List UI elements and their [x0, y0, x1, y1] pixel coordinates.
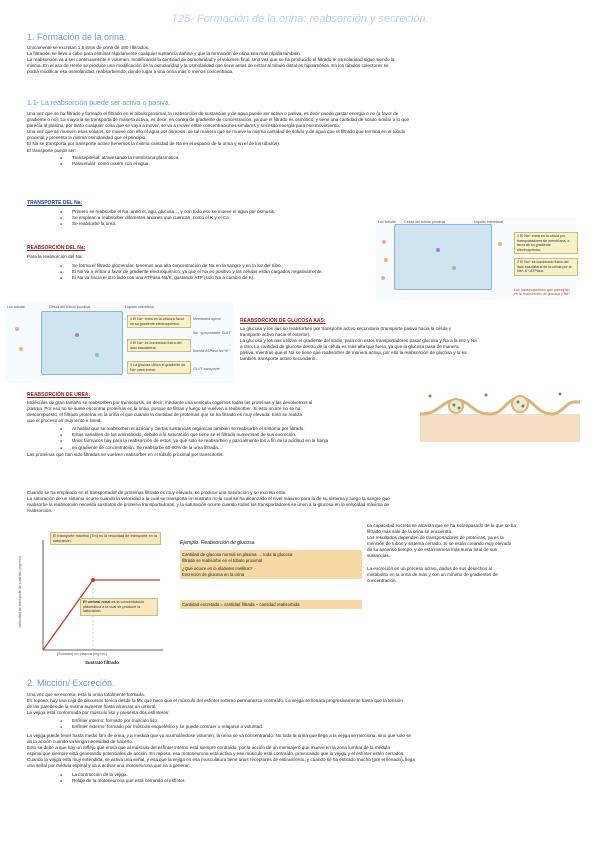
- text-line: plasma. Por eso no se suele encontrar proteínas en la orina, porque se filtran y luego se vuelven a reabsorber. Si esto ocurre no se ha: [27, 406, 301, 412]
- figure-glucose-transport-2: [5, 303, 233, 383]
- note-rest: es la concentración plasmática a la cual se produce la saturación.: [83, 600, 145, 614]
- x-axis-label: [Sustrato] en plasma (mg/mL): [57, 652, 108, 656]
- protein-icon: [522, 405, 525, 408]
- list-item: ● Se reabsorbe la urea.: [72, 221, 372, 227]
- figure-note: 1 El Na⁺ entra en la célula por transportadores de membrana, a favor de su gradiente electroquímico.: [514, 232, 578, 254]
- cell-cytoplasm: [420, 414, 580, 442]
- section-2-text-2: [27, 733, 575, 770]
- figure-side-label: Bomba ATPasa Na⁺/K⁺: [193, 349, 231, 353]
- figure-label: Luz tubular: [378, 220, 396, 224]
- text-line: La vejiga está conformada por músculo liso y presenta dos esfínteres:: [27, 710, 170, 716]
- figure-side-label: Membrana apical: [193, 317, 221, 321]
- note-title: El umbral renal: [83, 600, 111, 604]
- vesicle: [512, 396, 528, 412]
- graph-note-tm: [50, 532, 161, 545]
- text-line: La glucosa y los aas utilizan el gradiente del sodio, para con estos transportadores pasar glucosa y Na a la vez y Na: [240, 338, 477, 344]
- example-line: Cantidad de glucosa normal en plasma → toda la glucosa: [182, 552, 293, 557]
- example-answer: Excreción de glucosa en la orina: [182, 571, 245, 577]
- transporte-na-heading: TRANSPORTE DEL Na:: [27, 200, 83, 206]
- figure-note: 3 La glucosa utiliza el gradiente de Na⁺ para entrar.: [127, 361, 191, 374]
- urea-heading: REABSORCIÓN DE UREA:: [27, 392, 91, 398]
- molecule-icon: [382, 240, 386, 244]
- text-line: parecía al plasma, por tanto cualquier cosa que se vaya a mover, se va a mover entre concentraciones similares y necesitó energía para ese movimiento.: [27, 123, 340, 129]
- list-item: ● Se emplean a reabsorber diferentes aniones que cuencan, como el K y el Ca.: [72, 215, 372, 221]
- figure-glucose-transport-1: [376, 218, 576, 300]
- glucosa-text: [240, 326, 575, 363]
- list-item: ● Esfínter externo: formado por músculo esquelético y se puede contraer o relajarse a voluntad.: [72, 724, 472, 730]
- text-line: concentración.: [367, 577, 397, 583]
- text-line: a otro. La cantidad de glucosa dentro de la célula es más alta que fuera, ya que la glucosa pasa de manera: [240, 344, 459, 350]
- reabsorcion-na-intro: Para la reabsorción del Na:: [27, 254, 83, 259]
- text-line: podrá modificar esa osmolaridad, reabsorbiendo, donde lugar a una orina más o menos concentrada.: [27, 69, 234, 75]
- list-item: ● Esfínter interno: formado por músculo liso.: [72, 718, 472, 724]
- text-line: Una vez que se mueven esos solutos, se mueve con ello el agua por ósmosis, de tal manera que se mueve la misma cantidad de soluto y de agua que el filtrado que termina en el túbulo: [27, 129, 406, 135]
- text-line: reabsorción.: [27, 508, 53, 514]
- text-line: Una vez que se excreta, está la orina totalmente formada.: [27, 692, 145, 697]
- text-line: mención de tubos y sistema cerrado. Si se están creando muy elevado: [367, 541, 512, 547]
- list-item: ● El Na va a entrar a favor de gradiente electroquímico, ya que el Na es positivo y las células están cargados negativamente.: [72, 269, 362, 275]
- tubule-cell: [41, 311, 123, 375]
- figure-side-label: GLUT transporte: [193, 367, 220, 371]
- section-1-intro: [27, 45, 575, 75]
- section-2-text: [27, 692, 575, 716]
- transport-types-list: [72, 155, 372, 167]
- figure-caption: Los transportadores que participan en la reabsorción de glucosa y Na⁺: [514, 288, 571, 296]
- figure-note: 1 El Na⁺ entra en la célula a favor de su gradiente electroquímico.: [127, 315, 191, 328]
- note-rest: m) es la velocidad de transporte en la saturación.: [53, 534, 157, 543]
- figure-side-label: Na⁺ symportador SGLT: [193, 331, 231, 335]
- sphincter-list: [72, 718, 472, 730]
- molecule-icon: [498, 242, 502, 246]
- section-1-heading: 1. Formación de la orina.: [27, 32, 127, 42]
- transcytosis-illustration: [420, 390, 580, 442]
- figure-label: Líquido intersticial: [125, 305, 154, 309]
- text-line: Es reposo, hay una caja de discursos tónica desde la Mx que hace que el músculo del esfínter externo permanezca contraído. La vejiga se llenará progresivamente hasta que la tensión: [27, 698, 403, 704]
- vesicle: [449, 399, 463, 413]
- list-item: ● Unos fármacos hay para la reabsorción de estos, ya que solo se reabsorben y parcialmente los a fin de la aciditud en la franja: [72, 438, 412, 444]
- reabsorcion-na-heading: REABSORCIÓN DEL Na:: [27, 245, 86, 251]
- text-line: da la acción cuando va tenga necesidad de hacerlo.: [27, 739, 133, 745]
- transporter-icon: [75, 333, 79, 337]
- figure-label: Líquido intersticial: [474, 220, 503, 224]
- example-body: [180, 550, 362, 579]
- transporte-na-list: [72, 209, 372, 228]
- saturation-text: [27, 490, 575, 514]
- tubule-cell: [394, 224, 492, 290]
- text-line: La filtración se lleva a cabo para eliminar rápidamente cualquier sustancia dañina y que la formación de orina sea más rápida también.: [27, 51, 301, 57]
- graph-note-threshold: [80, 598, 158, 616]
- text-line: Esto se debe a que hay un reflejo que envía que al músculo del esfínter interno está siempre contraído, por la acción de un mensajero que mueve en la zona lumbar de la médula: [27, 745, 390, 751]
- text-line: proximal y presenta la misma osmolaridad que el principio.: [27, 135, 147, 141]
- list-item: ● Paracelular: como ocurre con el agua.: [72, 161, 372, 167]
- list-item: ● Primero se reabsorbe el Na. anticrel, agu. glucosa..., y con todo eso se mueve el agua por osmosis.: [72, 209, 372, 215]
- text-line: Los resultados dependen de transportadores de proteínas, ya es la: [367, 535, 504, 541]
- subsection-1-1-heading: 1.1- La reabsorción puede ser activa o pasiva.: [27, 100, 171, 107]
- example-title: Ejemplo. Reabsorción de glucosa: [180, 540, 255, 546]
- list-item: ● en gradiente de concentración. Se reabsorbe 60-80% de la urea filtrada.: [72, 445, 412, 451]
- figure-label: Célula del túbulo proximal: [49, 305, 91, 309]
- text-line: gradiente o no). La mayoría se transporta de manera activa, es decir, en contra de gradiente de concentración, ya que el filtrado es osmótico, y tiene una cantidad de soluto similar a lo que: [27, 117, 410, 123]
- text-line: de las paredes de la misma aumente hasta alcanzar un umbral.: [27, 704, 157, 710]
- example-formula: Cantidad excretada = cantidad filtrada − cantidad reabsorbida: [180, 600, 362, 609]
- molecule-icon: [381, 276, 385, 280]
- urea-list: [72, 426, 412, 451]
- saturation-point: [91, 578, 95, 582]
- protein-icon: [517, 401, 520, 404]
- text-line: espinal que siempre está generando potenciales de acción. En reposo, esa motoneurona está activa y ese músculo está contraído, provocando que la vejiga y el esfínter estén cerrados.: [27, 751, 405, 757]
- text-line: La reabsorción va a ser continuamente e volumen, modificando la cantidad de osmolaridad y el volumen final. Una vez que se ha producido el filtrado le osmolaridad sigue siendo la: [27, 57, 395, 63]
- urea-tail: Las proteínas que han sido filtradas se vuelven reabsorber en el túbulo proximal por transcitosis.: [27, 452, 224, 457]
- text-line: Únicamente se excretan 1.5 litros de orina de 180 l filtrados.: [27, 45, 150, 50]
- glucose-example-box: [180, 540, 362, 628]
- text-line: que el proceso es muy lento e lineal.: [27, 418, 102, 424]
- cell-membrane: [420, 398, 580, 414]
- text-line: Cuando se ha empleado en el transportador de proteínas filtrado es muy elevado, se produce una saturación y se excreta ente.: [27, 490, 287, 495]
- saturation-side-text: [367, 523, 577, 584]
- text-line: Una vez que se ha filtrado y formado el filtrado en el túbulo proximal, la reabsorción de sustancias y de agua puede ser activa o pasiva, es decir puede gastar energía o no (a favor de: [27, 111, 399, 116]
- subsection-1-1-text: [27, 111, 575, 154]
- figure-label: Célula del túbulo proximal: [404, 220, 446, 224]
- figure-note: 2 El Na⁺ es bombeado fuera del lado basolateral.: [127, 339, 191, 352]
- graph-caption: Sustrato filtrado: [85, 660, 119, 665]
- text-line: Cuando la vejiga está muy extendida, se activa una señal, y esa que la vejiga en esa musculatura tiene unos receptores de estiramiento, y cuando se ha estirado mucho (por el llenado), llega: [27, 757, 415, 763]
- text-line: La excreción es un proceso activo, dados de sus desechos al: [367, 565, 493, 571]
- y-axis-label: Velocidad de transporte de sustrato (mg/min): [18, 556, 22, 628]
- text-line: filtrado más sale de la orina se encuentra.: [367, 529, 453, 535]
- list-item: ● Transepitelial: atravesando la membrana plasmática.: [72, 155, 372, 161]
- text-line: metabolito en la orina de más y con un mínimo de gradientes de: [367, 571, 498, 577]
- example-question: ¿Qué ocurre en la diabetes mellitus?: [182, 566, 253, 572]
- list-item: ● Al hablar que se reabsorben el azúcar y ciertas sustancias orgánicas también se reabsorbe el síntoma por filtrado.: [72, 426, 412, 432]
- transporter-icon: [436, 248, 440, 252]
- example-line: filtrada se reabsorbe en el túbulo proximal: [182, 557, 263, 563]
- molecule-icon: [15, 327, 19, 331]
- text-line: La saturación de un sistema ocurre cuando la velocidad a la cual se transporta un sustrato no la cual se ha alcanzado el nivel máximo para la de su sistema y luego la sangre que: [27, 496, 390, 502]
- text-line: transporte activo hacia el exterior).: [240, 332, 311, 338]
- text-line: Moléculas de gran tamaño se reabsorben por transcitosis, es decir, mediante una vesícula cogemos todas las proteínas y las devolvemos al: [27, 400, 313, 405]
- text-line: pasiva, mientras que el Na se tiene que reabsorber de manera activa, por ello la reabsorción de glucosa y la es: [240, 350, 467, 356]
- text-line: La vejiga puede tener hasta medio litro de orina, y a medida que va acumulándose volumen, la orina se va concentrando. No toda la orina que llega a la vejiga se micciona, sino que solo se: [27, 733, 412, 738]
- page-title: T25- Formación de la orina: reabsorción y secreción.: [171, 13, 429, 25]
- list-item: ● La contracción de la vejiga.: [72, 772, 472, 778]
- protein-icon: [453, 404, 456, 407]
- protein-icon: [458, 407, 461, 410]
- text-line: sustancias.: [367, 553, 390, 559]
- text-line: El transporte puede ser:: [27, 147, 77, 153]
- micturition-list: [72, 772, 472, 784]
- text-line: La capacidad excreta se alcanza que se ha sobrepasado de la que se ha: [367, 523, 516, 528]
- text-line: también transporte activo secundario.: [240, 356, 317, 362]
- text-line: La glucosa y los aas se reabsorben por transporte activo secundario (transporte pasivo hacia la célula y: [240, 326, 452, 331]
- figure-note: 2 El Na⁺ es bombeado fuera del lado basolateral de la célula por la Na⁺-K⁺-ATPasa.: [514, 258, 578, 276]
- text-line: de su ascenso tiempo, y de esta manera más suma total de sus: [367, 547, 497, 553]
- molecule-icon: [19, 347, 23, 351]
- text-line: reabsorbe la reabsorción necesita sustratos de proteína transportadoras, y la saturación ocurre cuando todos los transportadores se unen a la glucosa en la velocidad máxima de: [27, 502, 390, 508]
- list-item: ● Estas variables de los aminoácido, debido a la saturación que tiene se el filtrado numerosas de sus excreción.: [72, 432, 412, 438]
- protein-icon: [485, 394, 488, 397]
- text-line: misma. En el asa de Henle se produce una modificación de la osmolaridad y la osmolaridad que tiene antes de entrar al túbulo distal es hiposmótica. En los túbulos colectores se: [27, 63, 389, 69]
- urea-text: [27, 400, 427, 424]
- note-title: El transporte máximo (T: [53, 534, 94, 538]
- transporter-icon: [452, 266, 456, 270]
- glucosa-heading: REABSORCIÓN DE GLUCOSA AAS:: [240, 318, 326, 324]
- protein-icon: [559, 393, 562, 396]
- text-line: El Na se transporta por transporte activo (tenemos la misma cantidad de Na en el espacio de la orina y en el de los túbulos).: [27, 141, 281, 147]
- section-2-heading: 2. Micción/ Excreción.: [27, 678, 115, 688]
- list-item: ● Se forma el filtrado glomerular, tenemos una alta concentración de Na en la sangre y en la luz del túbo.: [72, 263, 362, 269]
- list-item: ● El Na va hacia el otro lado con una ATPasa Na/K, gastando ATP (solo Na a cambio de K).: [72, 275, 362, 281]
- figure-label: Luz tubular: [7, 305, 25, 309]
- text-line: descompuesto, el filtrado proteína en la orina el que cuando la cantidad de proteínas que se ha filtrado es muy elevada. Esto se realiza: [27, 412, 303, 418]
- saturation-graph: [5, 528, 165, 668]
- list-item: ● Relaje de la motoneurona que está cerrando el esfínter.: [72, 778, 472, 784]
- protein-icon: [429, 395, 432, 398]
- text-line: una señal por médula espinal y va a activar una motoneurona que va a generar:: [27, 763, 190, 769]
- reabsorcion-na-list: [72, 263, 362, 282]
- molecule-icon: [384, 258, 388, 262]
- transporter-icon: [95, 353, 99, 357]
